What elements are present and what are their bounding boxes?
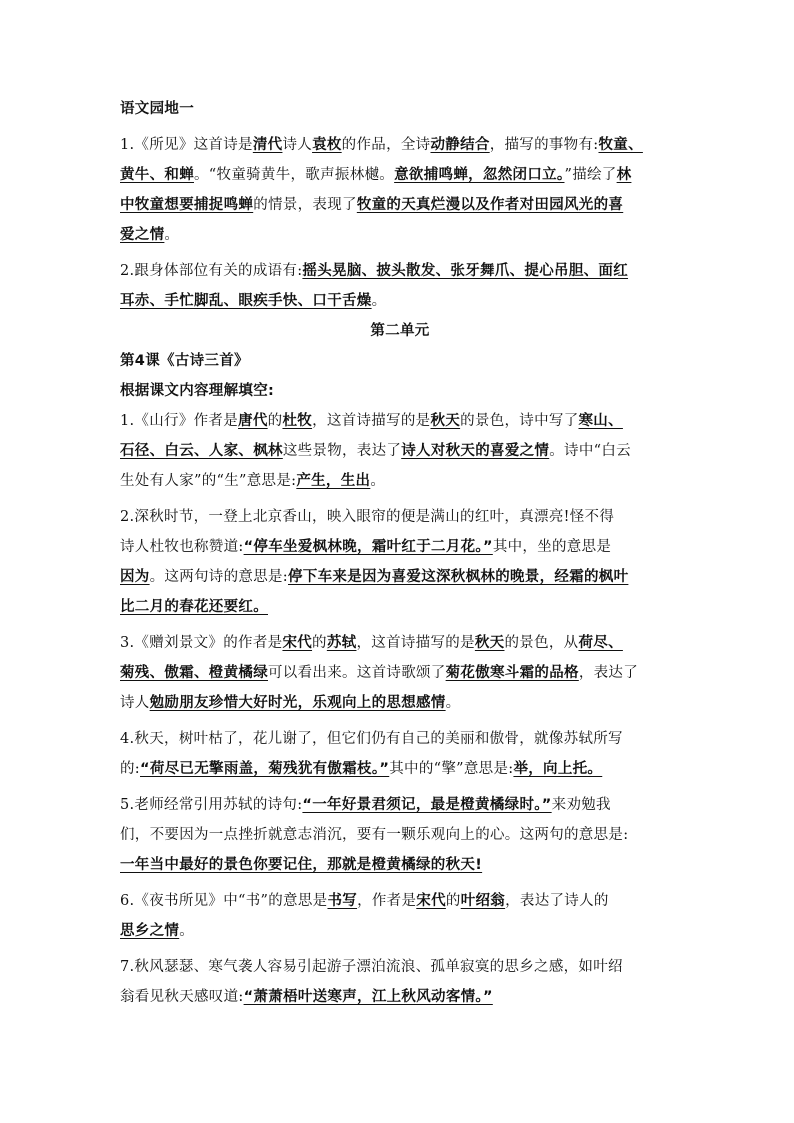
question-1-line3: 生处有人家”的“生”意思是:产生，生出。 <box>120 473 386 489</box>
question-1-line2: 石径、白云、人家、枫林这些景物，表达了诗人对秋天的喜爱之情。诗中“白云 <box>120 443 631 459</box>
paragraph-idioms-line1: 2.跟身体部位有关的成语有:摇头晃脑、披头散发、张牙舞爪、提心吊胆、面红 <box>120 263 629 279</box>
paragraph-suojian-line1: 1.《所见》这首诗是清代诗人袁枚的作品，全诗动静结合，描写的事物有:牧童、 <box>120 137 643 153</box>
section-title: 语文园地一 <box>120 101 194 117</box>
question-3-line1: 3.《赠刘景文》的作者是宋代的苏轼，这首诗描写的是秋天的景色，从荷尽、 <box>120 635 623 651</box>
worksheet-page <box>120 94 680 1012</box>
question-4-line1: 4.秋天，树叶枯了，花儿谢了，但它们仍有自己的美丽和傲骨，就像苏轼所写 <box>120 731 623 747</box>
question-3-line3: 诗人勉励朋友珍惜大好时光，乐观向上的思想感情。 <box>120 695 461 711</box>
paragraph-suojian-line3: 中牧童想要捕捉鸣蝉的情景，表现了牧童的天真烂漫以及作者对田园风光的喜 <box>120 197 624 213</box>
unit-heading: 第二单元 <box>370 323 430 339</box>
paragraph-suojian-line4: 爱之情。 <box>120 227 180 243</box>
question-6-line2: 思乡之情。 <box>120 923 195 939</box>
question-2-line1: 2.深秋时节，一登上北京香山，映入眼帘的便是满山的红叶，真漂亮!怪不得 <box>120 509 615 525</box>
question-2-line3: 因为。这两句诗的意思是:停下车来是因为喜爱这深秋枫林的晚景，经霜的枫叶 <box>120 569 629 585</box>
paragraph-idioms-line2: 耳赤、手忙脚乱、眼疾手快、口干舌燥。 <box>120 293 387 309</box>
question-7-line2: 翁看见秋天感叹道:“萧萧梧叶送寒声，江上秋风动客情。” <box>120 989 493 1005</box>
lesson-title: 第4课《古诗三首》 <box>120 353 249 369</box>
question-3-line2: 菊残、傲霜、橙黄橘绿可以看出来。这首诗歌颂了菊花傲寒斗霜的品格，表达了 <box>120 665 639 681</box>
question-5-line3: 一年当中最好的景色你要记住，那就是橙黄橘绿的秋天! <box>120 857 483 873</box>
paragraph-suojian-line2: 黄牛、和蝉。“牧童骑黄牛，歌声振林樾。意欲捕鸣蝉，忽然闭口立。”描绘了林 <box>120 167 632 183</box>
question-5-line2: 们，不要因为一点挫折就意志消沉，要有一颗乐观向上的心。这两句的意思是: <box>120 827 629 843</box>
question-4-line2: 的:“荷尽已无擎雨盖，菊残犹有傲霜枝。”其中的“擎”意思是:举，向上托。 <box>120 761 603 777</box>
question-7-line1: 7.秋风瑟瑟、寒气袭人容易引起游子漂泊流浪、孤单寂寞的思乡之感，如叶绍 <box>120 959 623 975</box>
question-2-line4: 比二月的春花还要红。 <box>120 599 268 615</box>
instruction: 根据课文内容理解填空: <box>120 383 275 399</box>
question-2-line2: 诗人杜牧也称赞道:“停车坐爱枫林晚，霜叶红于二月花。”其中，坐的意思是 <box>120 539 612 555</box>
question-5-line1: 5.老师经常引用苏轼的诗句:“一年好景君须记，最是橙黄橘绿时。”来劝勉我 <box>120 797 611 813</box>
question-6-line1: 6.《夜书所见》中“书”的意思是书写，作者是宋代的叶绍翁，表达了诗人的 <box>120 893 609 909</box>
question-1-line1: 1.《山行》作者是唐代的杜牧，这首诗描写的是秋天的景色，诗中写了寒山、 <box>120 413 623 429</box>
